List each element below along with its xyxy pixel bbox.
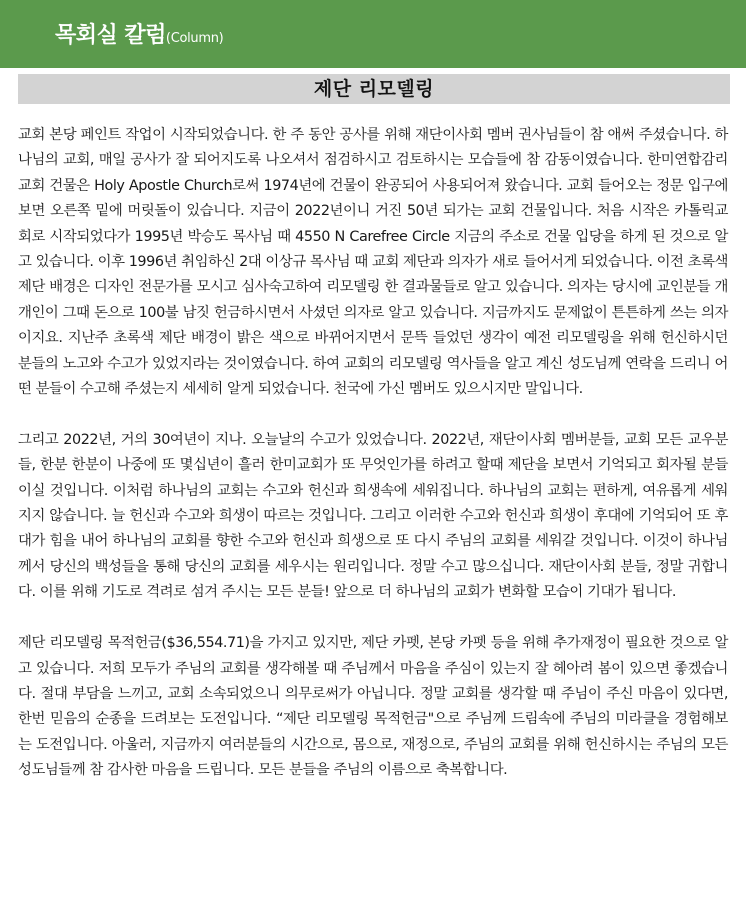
article-title: 제단 리모델링 [313,78,435,100]
article-body [18,123,728,784]
column-header-subtitle: (Column) [165,31,224,46]
article-paragraph-2: 그리고 2022년, 거의 30여년이 지나. 오늘날의 수고가 있었습니다. 2022년, 재단이사회 멤버분들, 교회 모든 교우분들, 한분 한분이 나중에 또 몇십년이 흘러 한미교회가 또 무엇인가를 하려고 할때 제단을 보면서 기억되고 회자될 분들이실 것입니다. 이처럼 하나님의 교회는 수고와 헌신과 희생속에 세워집니다. 하나님의 교회는 편하게, 여유롭게 세워지지 않습니다. 늘 헌신과 수고와 희생이 따르는 것입니다. 그리고 이러한 수고와 헌신과 희생이 후대에 기억되어 또 후대가 힘을 내어 하나님의 교회를 향한 수고와 헌신과 희생으로 또 다시 주님의 교회를 세워갈 것입니다. 이것이 하나님께서 당신의 백성들을 통해 당신의 교회를 세우시는 원리입니다. 정말 수고 많으십니다. 재단이사회 분들, 정말 귀합니다. 이를 위해 기도로 격려로 섬겨 주시는 모든 분들! 앞으로 더 하나님의 교회가 변화할 모습이 기대가 됩니다. [18,431,728,601]
article-title-bar [18,74,730,104]
article-paragraph-1: 교회 본당 페인트 작업이 시작되었습니다. 한 주 동안 공사를 위해 재단이사회 멤버 권사님들이 참 애써 주셨습니다. 하나님의 교회, 매일 공사가 잘 되어지도록 나오셔서 점검하시고 검토하시는 모습들에 참 감동이였습니다. 한미연합감리교회 건물은 Holy Apostle Church로써 1974년에 건물이 완공되어 사용되어져 왔습니다. 교회 들어오는 정문 입구에 보면 오른쪽 밑에 머릿돌이 있습니다. 지금이 2022년이니 거진 50년 되가는 교회 건물입니다. 처음 시작은 카톨릭교회로 시작되었다가 1995년 박승도 목사님 때 4550 N Carefree Circle 지금의 주소로 건물 입당을 하게 된 것으로 알고 있습니다. 이후 1996년 취임하신 2대 이상규 목사님 때 교회 제단과 의자가 새로 들어서게 되었습니다. 이전 초록색 제단 배경은 디자인 전문가를 모시고 심사숙고하여 리모델링 한 결과물들로 알고 있습니다. 의자는 당시에 교인분들 개개인이 그때 돈으로 100불 남짓 헌금하시면서 사셨던 의자로 알고 있습니다. 지금까지도 문제없이 튼튼하게 쓰는 의자이지요. 지난주 초록색 제단 배경이 밝은 색으로 바뀌어지면서 문뜩 들었던 생각이 예전 리모델링을 위해 헌신하시던 분들의 노고와 수고가 있었지라는 것이였습니다. 하여 교회의 리모델링 역사들을 알고 계신 성도님께 연락을 드리니 어떤 분들이 수고해 주셨는지 세세히 알게 되었습니다. 천국에 가신 멤버도 있으시지만 말입니다. [18,127,728,398]
column-header-label: 목회실 칼럼 [55,23,166,48]
article-paragraph-3: 제단 리모델링 목적헌금($36,554.71)을 가지고 있지만, 제단 카펫, 본당 카펫 등을 위해 추가재정이 필요한 것으로 알고 있습니다. 저희 모두가 주님의 교회를 생각해볼 때 주님께서 마음을 주심이 있는지 잘 헤아려 봄이 있으면 좋겠습니다. 절대 부담을 느끼고, 교회 소속되었으니 의무로써가 아닙니다. 정말 교회를 생각할 때 주님이 주신 마음이 있다면, 한번 믿음의 순종을 드려보는 도전입니다. “제단 리모델링 목적헌금"으로 주님께 드림속에 주님의 미라클을 경험해보는 도전입니다. 아울러, 지금까지 여러분들의 시간으로, 몸으로, 재정으로, 주님의 교회를 위해 헌신하시는 주님의 모든 성도님들께 참 감사한 마음을 드립니다. 모든 분들을 주님의 이름으로 축복합니다. [18,635,728,779]
column-header-bar [0,0,746,68]
column-header-title [55,22,223,53]
